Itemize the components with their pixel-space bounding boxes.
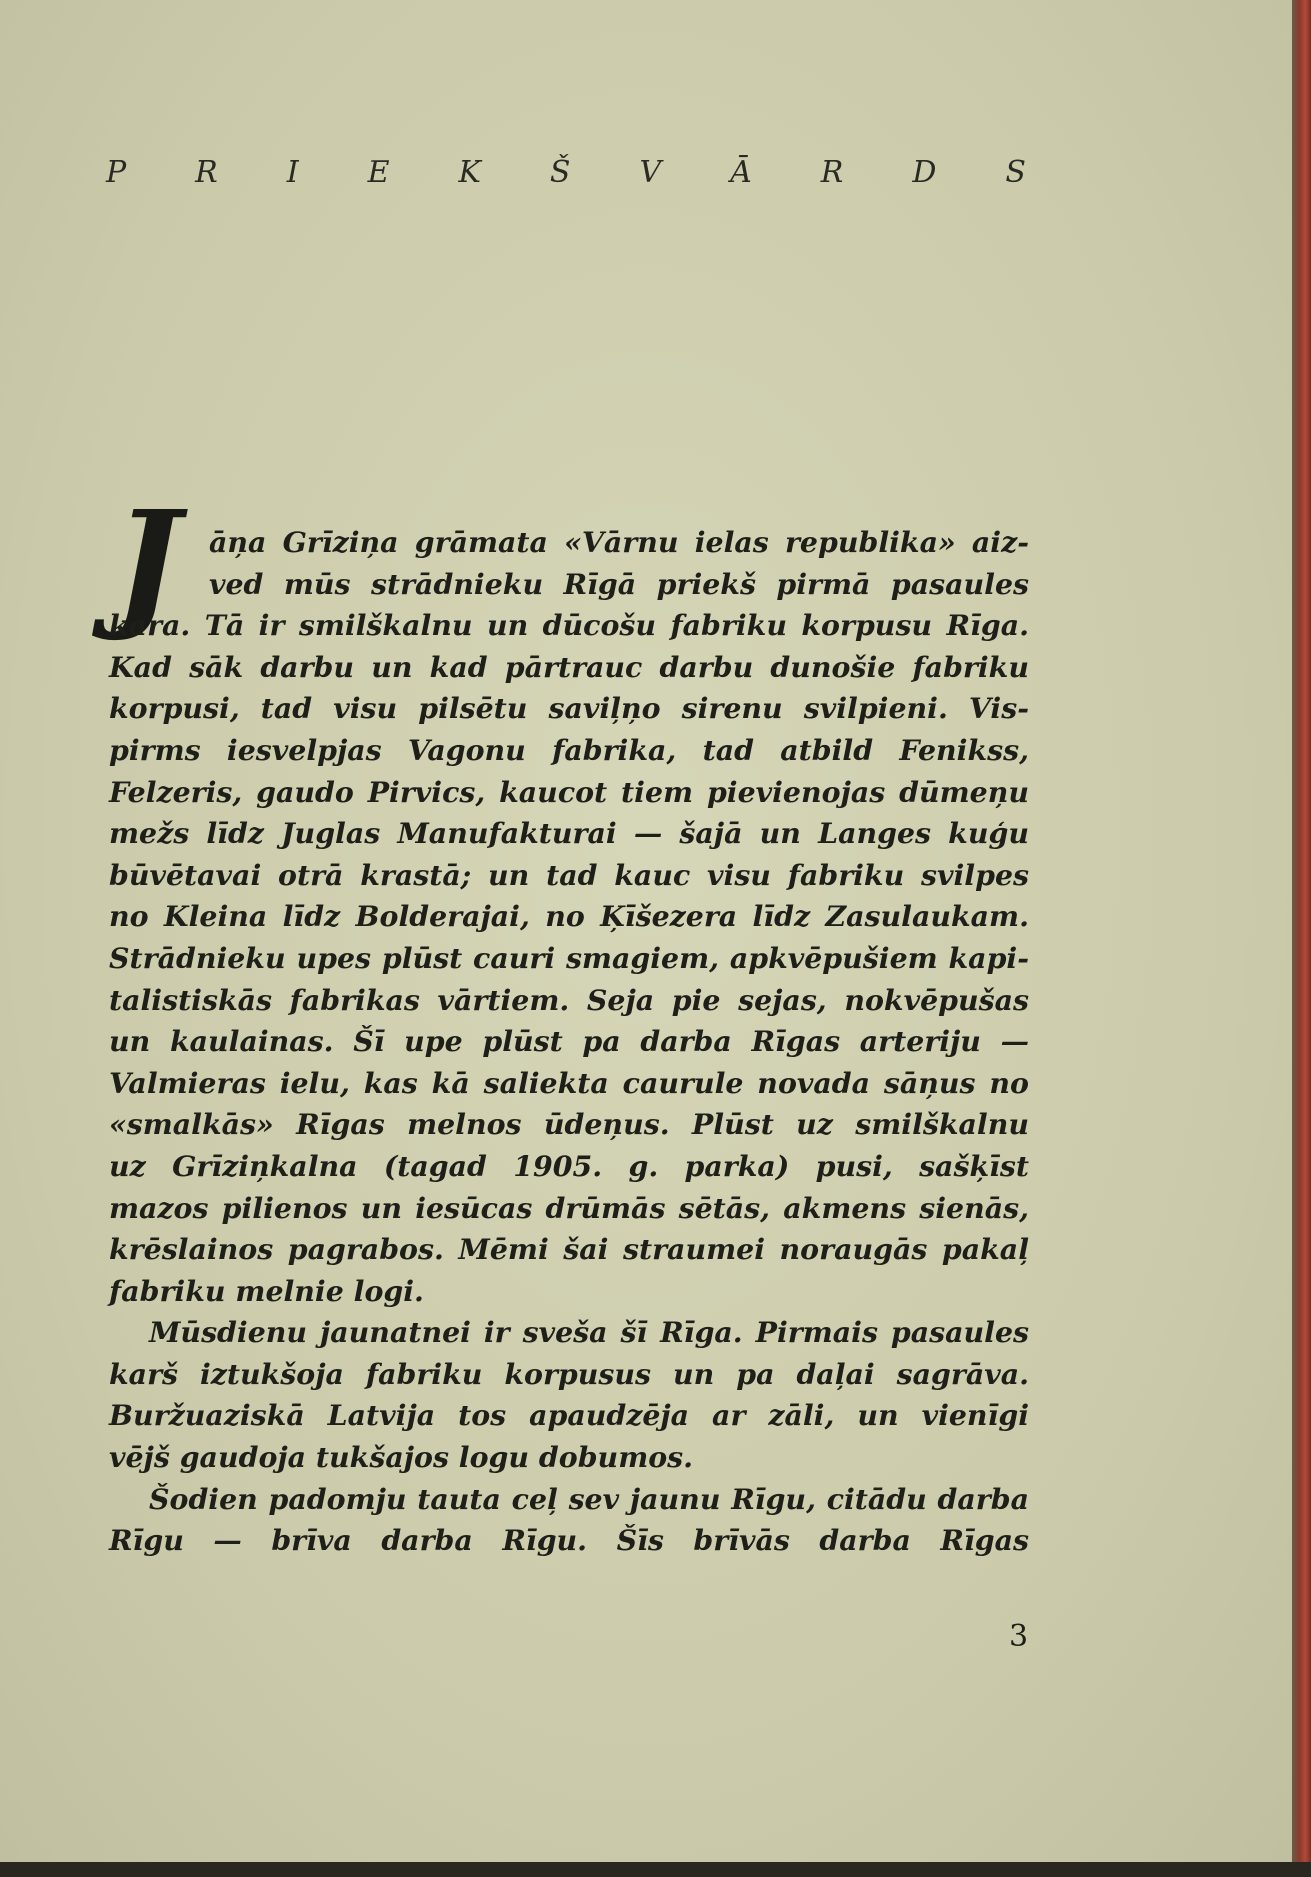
page-number: 3 bbox=[1009, 1619, 1029, 1654]
heading-letter: I bbox=[286, 155, 299, 190]
heading-letter: R bbox=[820, 155, 844, 190]
text-line: kara. Tā ir smilškalnu un dūcošu fabriku korpusu Rīga. bbox=[109, 608, 1029, 643]
book-edge bbox=[1292, 0, 1311, 1877]
text-line: no Kleina līdz Bolderajai, no Ķīšezera līdz Zasulaukam. bbox=[109, 899, 1029, 934]
text-line: uz Grīziņkalna (tagad 1905. g. parka) pusi, sašķīst bbox=[109, 1148, 1029, 1183]
text-line: «smalkās» Rīgas melnos ūdeņus. Plūst uz smilškalnu bbox=[109, 1107, 1029, 1142]
text-line: āņa Grīziņa grāmata «Vārnu ielas republika» aiz- bbox=[209, 525, 1029, 559]
text-line: Buržuaziskā Latvija tos apaudzēja ar zāli, un vienīgi bbox=[109, 1398, 1029, 1433]
text-line: ved mūs strādnieku Rīgā priekš pirmā pasaules bbox=[209, 566, 1029, 601]
heading-letter: D bbox=[912, 155, 937, 190]
text-line: krēslainos pagrabos. Mēmi šai straumei noraugās pakaļ bbox=[109, 1232, 1029, 1267]
text-line: Strādnieku upes plūst cauri smagiem, apkvēpušiem kapi- bbox=[109, 940, 1029, 975]
text-line: vējš gaudoja tukšajos logu dobumos. bbox=[109, 1440, 694, 1475]
text-line: korpusi, tad visu pilsētu saviļņo sirenu svilpieni. Vis- bbox=[109, 691, 1029, 726]
text-line: talistiskās fabrikas vārtiem. Seja pie sejas, nokvēpušas bbox=[109, 982, 1029, 1017]
text-line: un kaulainas. Šī upe plūst pa darba Rīgas arteriju — bbox=[109, 1024, 1029, 1059]
scan-border bbox=[0, 1862, 1311, 1877]
text-line: pirms iesvelpjas Vagonu fabrika, tad atbild Fenikss, bbox=[109, 732, 1029, 767]
page-heading bbox=[106, 155, 1026, 190]
heading-letter: P bbox=[106, 155, 127, 190]
text-line: Kad sāk darbu un kad pārtrauc darbu dunošie fabriku bbox=[109, 649, 1029, 684]
text-line: Felzeris, gaudo Pirvics, kaucot tiem pievienojas dūmeņu bbox=[109, 774, 1029, 809]
body-text bbox=[109, 522, 1029, 1562]
heading-letter: V bbox=[639, 155, 662, 190]
text-line: Valmieras ielu, kas kā saliekta caurule novada sāņus no bbox=[109, 1065, 1029, 1100]
heading-letter: K bbox=[458, 155, 481, 190]
heading-letter: Š bbox=[549, 155, 571, 190]
heading-letter: R bbox=[195, 155, 218, 190]
heading-letter: Ā bbox=[730, 155, 752, 190]
text-line: mežs līdz Juglas Manufakturai — šajā un Langes kuģu bbox=[109, 816, 1029, 851]
text-line: fabriku melnie logi. bbox=[109, 1273, 424, 1308]
text-line: būvētavai otrā krastā; un tad kauc visu fabriku svilpes bbox=[109, 857, 1029, 892]
text-line: karš iztukšoja fabriku korpusus un pa daļai sagrāva. bbox=[109, 1356, 1029, 1391]
text-line: mazos pilienos un iesūcas drūmās sētās, akmens sienās, bbox=[109, 1190, 1029, 1225]
text-line: Šodien padomju tauta ceļ sev jaunu Rīgu, citādu darba bbox=[149, 1481, 1029, 1516]
text-line: Mūsdienu jaunatnei ir sveša šī Rīga. Pirmais pasaules bbox=[149, 1315, 1029, 1350]
drop-cap: J bbox=[114, 481, 181, 645]
heading-letter: S bbox=[1005, 155, 1026, 190]
text-line: Rīgu — brīva darba Rīgu. Šīs brīvās darba Rīgas bbox=[109, 1523, 1029, 1558]
heading-letter: E bbox=[367, 155, 390, 190]
